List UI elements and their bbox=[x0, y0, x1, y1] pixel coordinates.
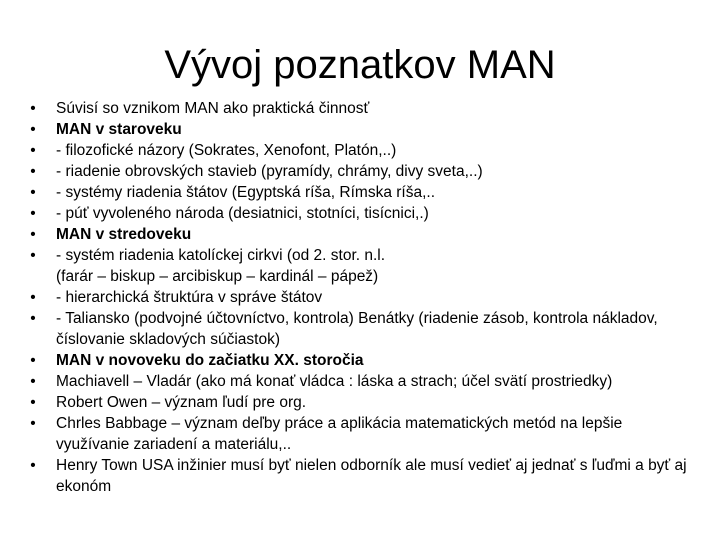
bullet-item bbox=[28, 413, 698, 455]
bullet-text: - riadenie obrovských stavieb (pyramídy, chrámy, divy sveta,..) bbox=[56, 163, 483, 180]
bullet-text: Henry Town USA inžinier musí byť nielen odborník ale musí vedieť aj jednať s ľuďmi a byť aj ekonóm bbox=[56, 457, 687, 495]
bullet-item bbox=[28, 392, 698, 413]
bullet-item bbox=[28, 119, 698, 140]
bullet-text: Robert Owen – význam ľudí pre org. bbox=[56, 394, 307, 411]
bullet-icon: • bbox=[30, 289, 36, 306]
bullet-item bbox=[28, 245, 698, 266]
bullet-list bbox=[28, 98, 698, 497]
bullet-text: - Taliansko (podvojné účtovníctvo, kontrola) Benátky (riadenie zásob, kontrola nákladov, číslovanie skladových súčiastok) bbox=[56, 310, 658, 348]
bullet-text: Machiavell – Vladár (ako má konať vládca : láska a strach; účel svätí prostriedky) bbox=[56, 373, 613, 390]
bullet-icon: • bbox=[30, 205, 36, 222]
bullet-item bbox=[28, 371, 698, 392]
bullet-text: Chrles Babbage – význam deľby práce a aplikácia matematických metód na lepšie využívanie zariadení a materiálu,.. bbox=[56, 415, 623, 453]
bullet-item bbox=[28, 350, 698, 371]
bullet-text: - filozofické názory (Sokrates, Xenofont, Platón,..) bbox=[56, 142, 397, 159]
bullet-text: - púť vyvoleného národa (desiatnici, stotníci, tisícnici,.) bbox=[56, 205, 429, 222]
bullet-item bbox=[28, 98, 698, 119]
bullet-item bbox=[28, 203, 698, 224]
bullet-icon: • bbox=[30, 457, 36, 474]
bullet-icon: • bbox=[30, 394, 36, 411]
bullet-text: MAN v staroveku bbox=[56, 121, 182, 138]
bullet-item bbox=[28, 308, 698, 350]
bullet-item bbox=[28, 140, 698, 161]
bullet-icon: • bbox=[30, 142, 36, 159]
bullet-item bbox=[28, 224, 698, 245]
bullet-text: MAN v stredoveku bbox=[56, 226, 192, 243]
bullet-text: - systém riadenia katolíckej cirkvi (od 2. stor. n.l. bbox=[56, 247, 386, 264]
bullet-item bbox=[28, 182, 698, 203]
bullet-icon: • bbox=[30, 415, 36, 432]
slide-title: Vývoj poznatkov MAN bbox=[164, 42, 556, 87]
bullet-item bbox=[28, 287, 698, 308]
bullet-text: - systémy riadenia štátov (Egyptská ríša, Rímska ríša,.. bbox=[56, 184, 436, 201]
bullet-icon: • bbox=[30, 184, 36, 201]
bullet-text: - hierarchická štruktúra v správe štátov bbox=[56, 289, 323, 306]
bullet-icon: • bbox=[30, 226, 36, 243]
bullet-text: Súvisí so vznikom MAN ako praktická činnosť bbox=[56, 100, 370, 117]
bullet-item bbox=[28, 161, 698, 182]
bullet-icon: • bbox=[30, 310, 36, 327]
bullet-icon: • bbox=[30, 121, 36, 138]
bullet-item bbox=[28, 455, 698, 497]
bullet-text: MAN v novoveku do začiatku XX. storočia bbox=[56, 352, 364, 369]
bullet-icon: • bbox=[30, 352, 36, 369]
bullet-icon: • bbox=[30, 373, 36, 390]
bullet-text: (farár – biskup – arcibiskup – kardinál – pápež) bbox=[56, 268, 379, 285]
bullet-icon: • bbox=[30, 247, 36, 264]
bullet-continuation bbox=[28, 266, 698, 287]
bullet-icon: • bbox=[30, 100, 36, 117]
bullet-icon: • bbox=[30, 163, 36, 180]
